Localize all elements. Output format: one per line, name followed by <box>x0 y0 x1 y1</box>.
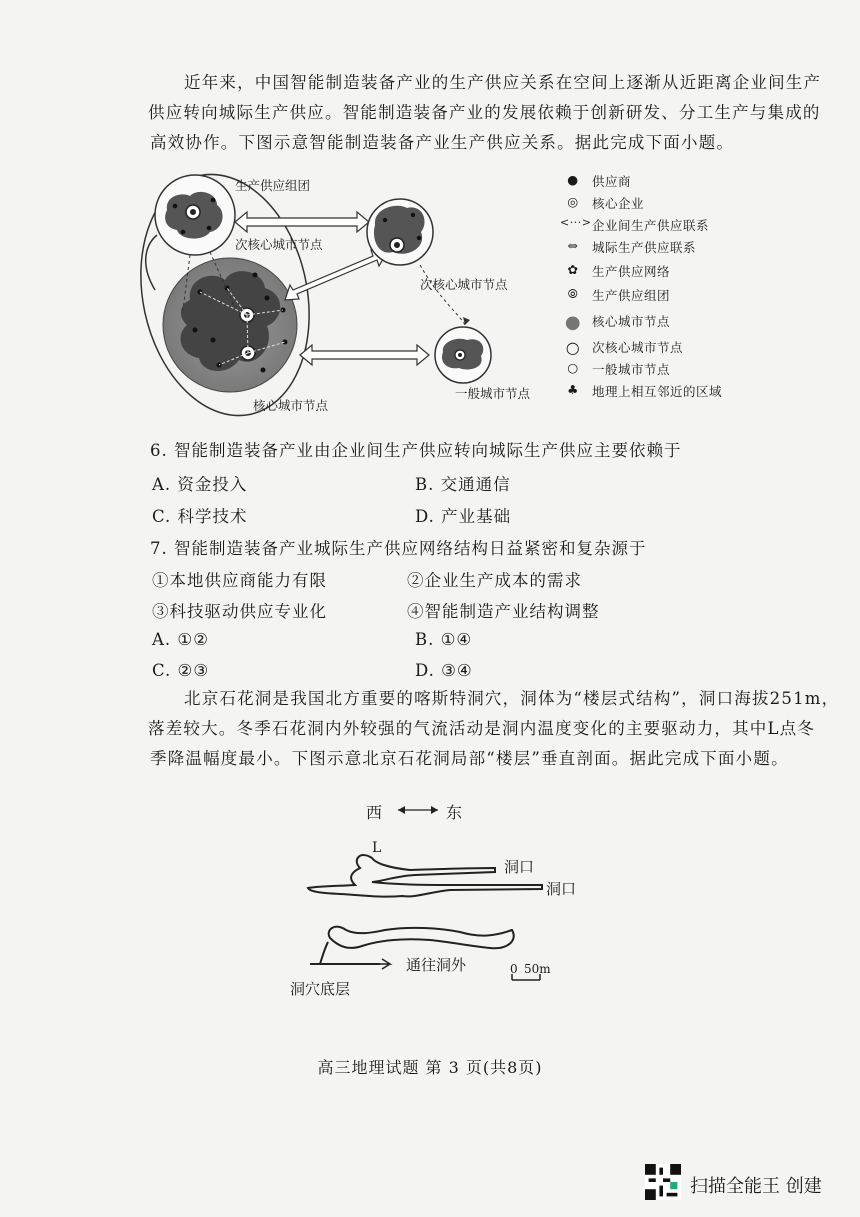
label-cave-mouth-2: 洞口 <box>546 880 577 898</box>
passage-2-line-3: 季降温幅度最小。下图示意北京石花洞局部“楼层”垂直剖面。据此完成下面小题。 <box>150 749 789 768</box>
label-sub-core-2: 次核心城市节点 <box>420 277 508 292</box>
network-icon: ✿ <box>567 262 579 277</box>
supplier-dot-icon: ● <box>567 172 579 187</box>
page-footer: 高三地理试题 第 3 页(共8页) <box>317 1058 543 1077</box>
q6-option-b[interactable]: B. 交通通信 <box>415 475 511 494</box>
label-east: 东 <box>446 803 463 822</box>
neighbor-region-icon: ♣ <box>567 382 579 397</box>
label-sub-core-1: 次核心城市节点 <box>235 237 323 252</box>
dashed-arrow-icon: <···> <box>560 216 592 229</box>
label-west: 西 <box>366 803 383 822</box>
supply-relation-svg <box>135 170 555 420</box>
passage-1-line-3: 高效协作。下图示意智能制造装备产业生产供应关系。据此完成下面小题。 <box>150 133 735 152</box>
label-cave-mouth-1: 洞口 <box>504 858 535 876</box>
q7-item-2: ②企业生产成本的需求 <box>407 571 582 590</box>
label-cave-bottom: 洞穴底层 <box>290 980 351 998</box>
cave-profile-diagram <box>280 790 580 1000</box>
q7-item-1: ①本地供应商能力有限 <box>152 571 327 590</box>
q6-option-a[interactable]: A. 资金投入 <box>152 475 248 494</box>
label-group: 生产供应组团 <box>235 178 311 193</box>
hollow-double-arrow-icon: ⇔ <box>567 238 579 253</box>
question-6-stem: 6. 智能制造装备产业由企业间生产供应转向城际生产供应主要依赖于 <box>150 441 682 460</box>
label-general: 一般城市节点 <box>455 386 531 401</box>
scale-length: 50m <box>524 962 551 976</box>
q6-option-c[interactable]: C. 科学技术 <box>152 507 248 526</box>
sub-core-city-icon: ○ <box>565 338 581 357</box>
q7-option-a[interactable]: A. ①② <box>152 630 209 649</box>
passage-1-line-1: 近年来，中国智能制造装备产业的生产供应关系在空间上逐渐从近距离企业间生产 <box>184 73 822 92</box>
passage-1 <box>148 68 822 158</box>
q7-option-d[interactable]: D. ③④ <box>415 661 473 680</box>
group-icon: ⦾ <box>567 286 579 301</box>
q7-item-3: ③科技驱动供应专业化 <box>152 602 327 621</box>
label-core: 核心城市节点 <box>253 398 329 413</box>
question-7-stem: 7. 智能制造装备产业城际生产供应网络结构日益紧密和复杂源于 <box>150 539 647 558</box>
qr-code-icon <box>645 1164 681 1200</box>
general-city-icon: ○ <box>567 360 579 375</box>
label-point-l: L <box>372 840 382 856</box>
q7-option-b[interactable]: B. ①④ <box>415 630 473 649</box>
scale-zero: 0 <box>510 962 518 976</box>
passage-2 <box>148 684 840 774</box>
q6-option-d[interactable]: D. 产业基础 <box>415 507 512 526</box>
q7-item-4: ④智能制造产业结构调整 <box>407 602 600 621</box>
q7-option-c[interactable]: C. ②③ <box>152 661 210 680</box>
passage-1-line-2: 供应转向城际生产供应。智能制造装备产业的发展依赖于创新研发、分工生产与集成的 <box>148 103 821 122</box>
label-to-outside: 通往洞外 <box>406 956 467 974</box>
passage-2-line-2: 落差较大。冬季石花洞内外较强的气流活动是洞内温度变化的主要驱动力，其中L点冬 <box>148 719 816 738</box>
core-city-icon: ● <box>564 312 582 333</box>
scanner-watermark: 扫描全能王 创建 <box>690 1176 822 1197</box>
passage-2-line-1: 北京石花洞是我国北方重要的喀斯特洞穴，洞体为“楼层式结构”，洞口海拔251m， <box>184 689 840 708</box>
core-enterprise-icon: ◎ <box>567 194 579 209</box>
